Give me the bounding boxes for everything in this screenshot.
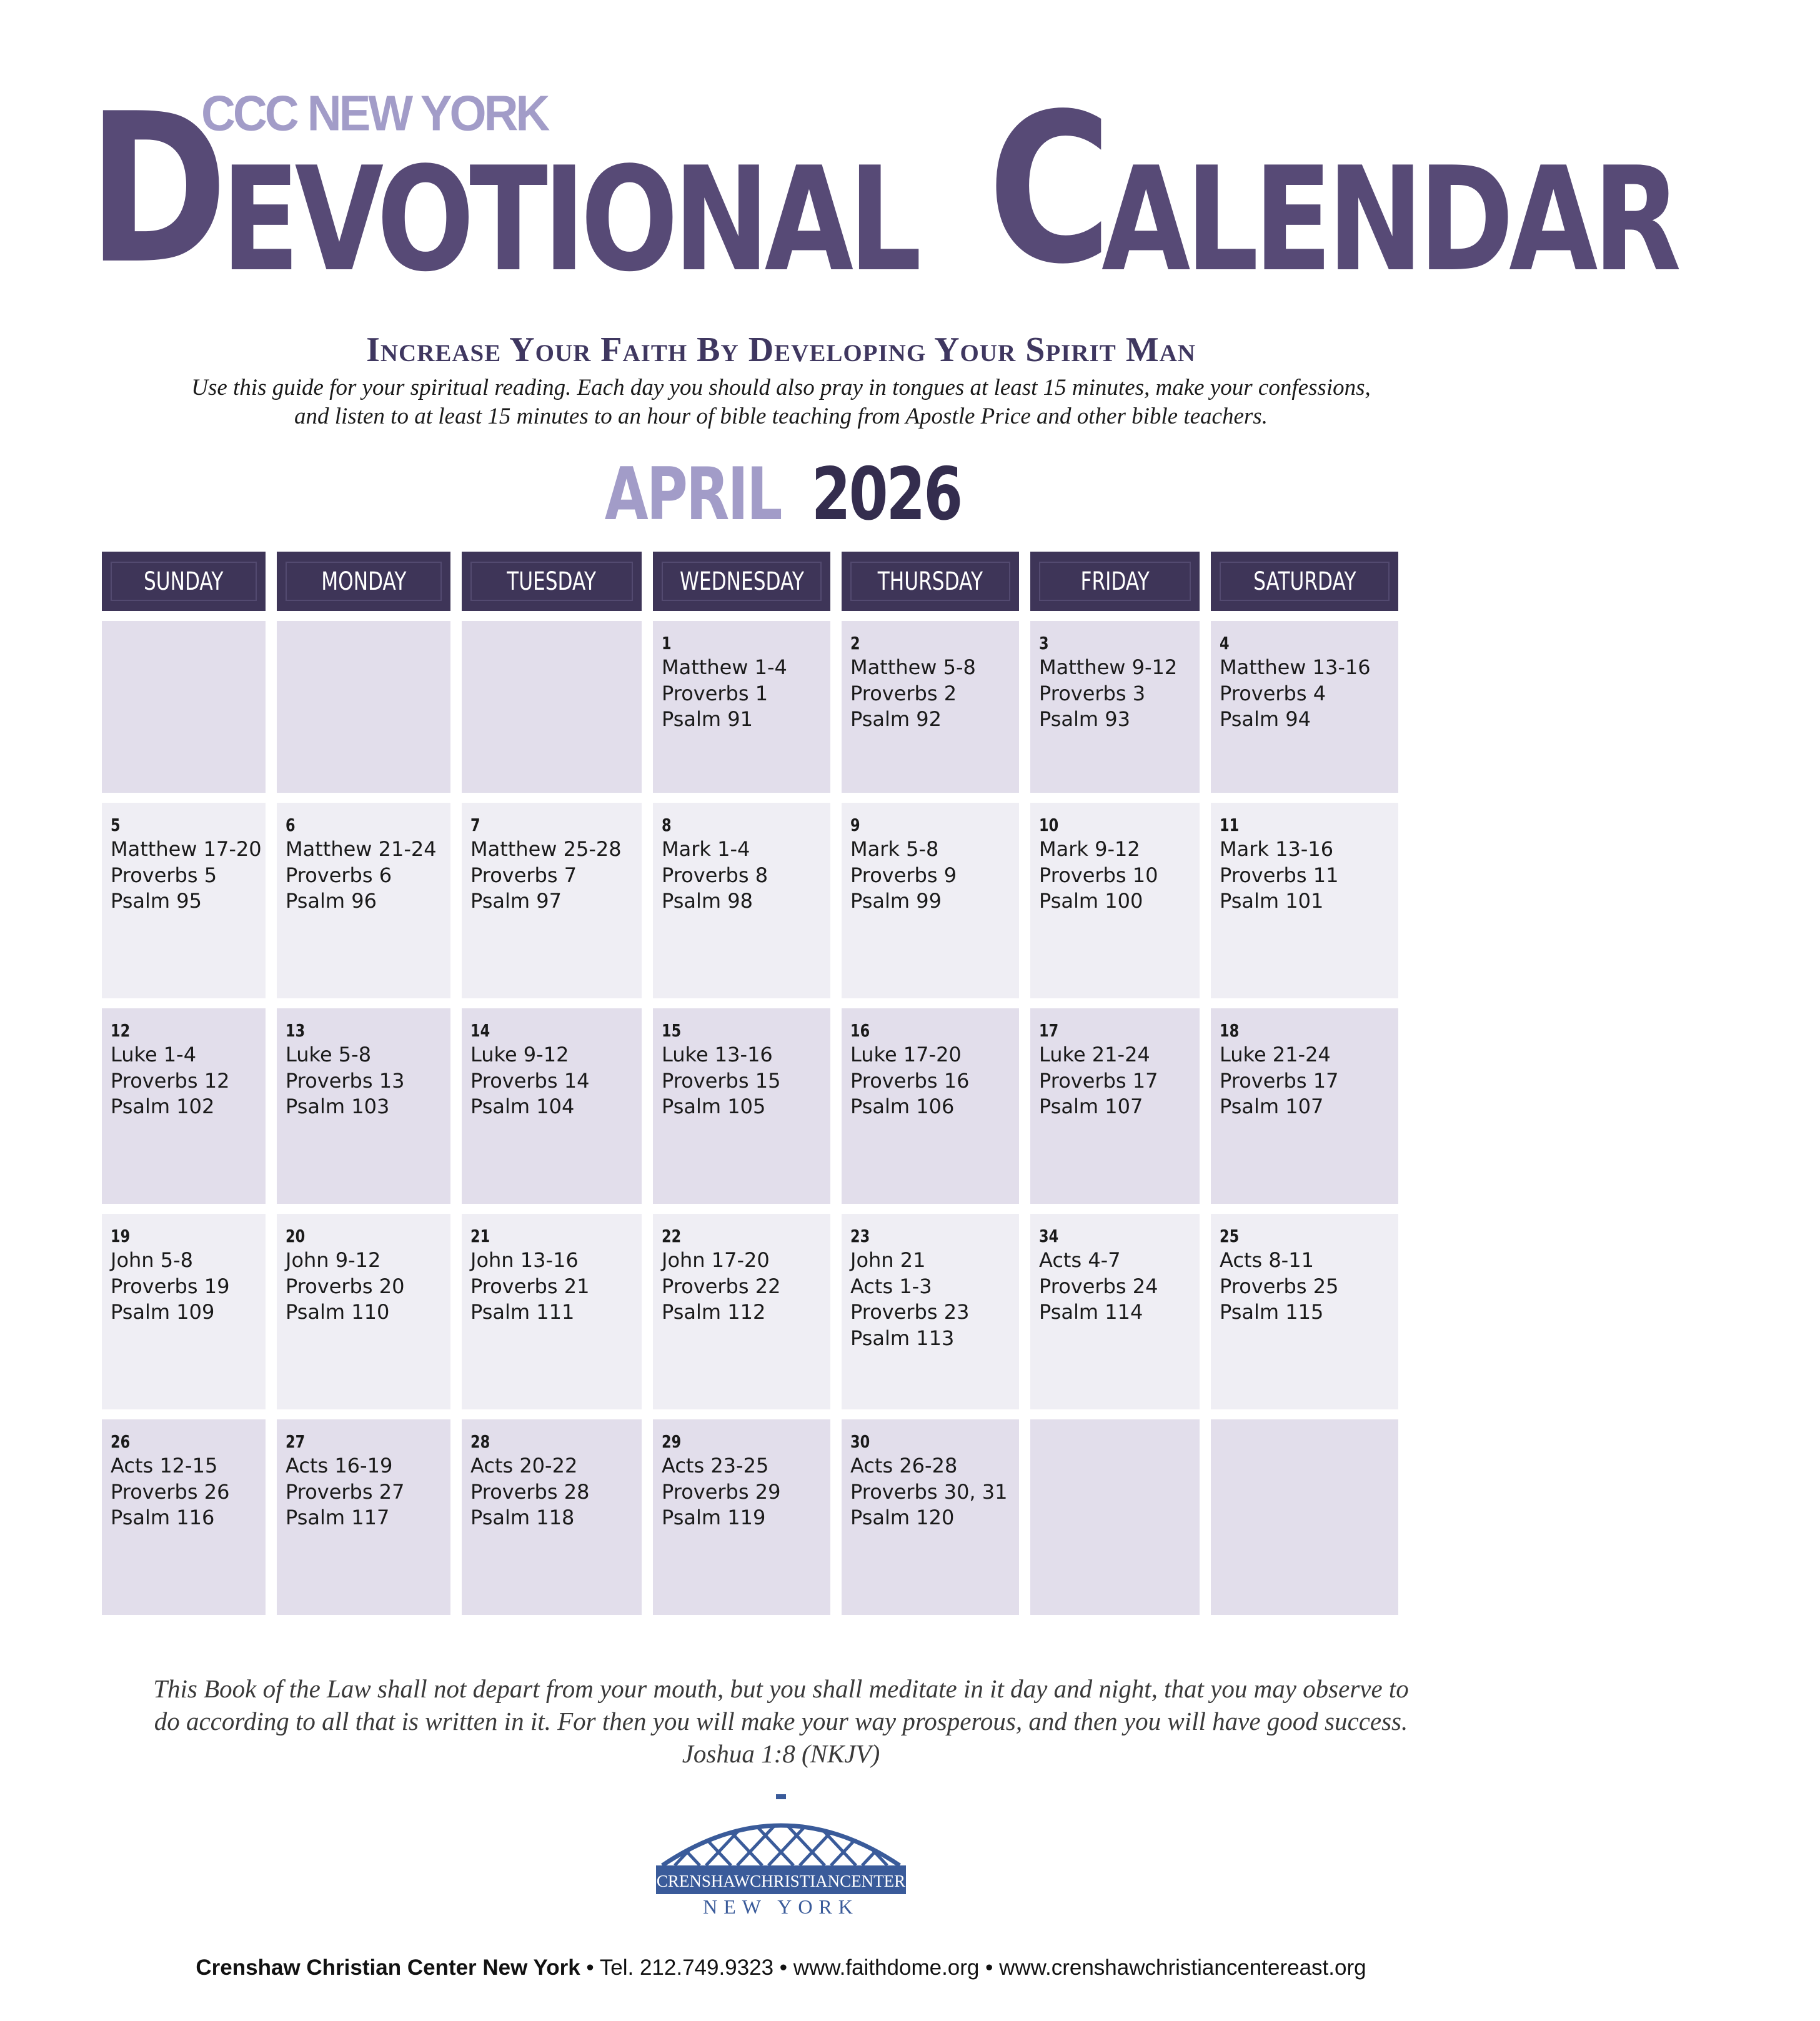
- kicker-text: CCC NEW YORK: [201, 86, 548, 142]
- calendar-day-cell: [1211, 803, 1398, 998]
- reading-entry: Psalm 120: [850, 1506, 955, 1529]
- reading-entry: Psalm 101: [1220, 889, 1324, 913]
- reading-entry: John 9-12: [286, 1248, 381, 1272]
- day-number: 12: [111, 1020, 131, 1041]
- reading-entry: Proverbs 29: [662, 1479, 781, 1504]
- calendar-week-row: [102, 1419, 1461, 1615]
- calendar-day-cell: [462, 1214, 642, 1409]
- weekday-header-row: [102, 552, 1461, 611]
- weekday-header-thursday: [842, 552, 1019, 611]
- title-word-calendar: [987, 69, 1820, 309]
- weekday-header-wednesday: [653, 552, 830, 611]
- reading-entry: Acts 1-3: [850, 1274, 932, 1298]
- calendar-day-cell: [102, 1419, 266, 1615]
- reading-entry: Proverbs 10: [1039, 863, 1158, 887]
- verse-line-2: do according to all that is written in it. For then you will make your way prosperous, and then you will have good success.: [154, 1707, 1408, 1735]
- reading-entry: Acts 23-25: [662, 1454, 769, 1477]
- weekday-header-monday: [277, 552, 450, 611]
- reading-entry: Psalm 116: [111, 1506, 215, 1529]
- calendar-day-cell: [842, 1008, 1019, 1204]
- day-number: 22: [662, 1226, 682, 1246]
- day-number: 26: [111, 1431, 131, 1452]
- reading-entry: Psalm 95: [111, 889, 202, 913]
- reading-entry: Proverbs 17: [1220, 1068, 1339, 1093]
- day-number: 18: [1220, 1020, 1240, 1041]
- day-number: 10: [1039, 815, 1059, 835]
- reading-entry: Psalm 110: [286, 1300, 390, 1324]
- day-number: 4: [1220, 633, 1230, 653]
- contact-site-faithdome[interactable]: www.faithdome.org: [793, 1955, 980, 1980]
- weekday-header-tuesday: [462, 552, 642, 611]
- reading-entry: Acts 20-22: [470, 1454, 578, 1477]
- calendar-day-cell: [653, 1214, 830, 1409]
- reading-entry: Proverbs 3: [1039, 681, 1146, 705]
- day-number: 27: [286, 1431, 306, 1452]
- reading-entry: Psalm 118: [470, 1506, 575, 1529]
- reading-entry: Proverbs 22: [662, 1274, 781, 1298]
- reading-entry: Psalm 104: [470, 1095, 575, 1118]
- weeks-container: [102, 621, 1461, 1615]
- reading-entry: Psalm 115: [1220, 1300, 1324, 1324]
- reading-entry: Proverbs 17: [1039, 1068, 1158, 1093]
- reading-entry: Proverbs 14: [470, 1068, 590, 1093]
- weekday-header-friday: [1030, 552, 1200, 611]
- reading-entry: John 5-8: [111, 1248, 194, 1272]
- weekday-label: FRIDAY: [1080, 567, 1150, 596]
- calendar-day-cell: [842, 803, 1019, 998]
- reading-entry: Proverbs 6: [286, 863, 392, 887]
- weekday-label: SUNDAY: [144, 567, 224, 596]
- reading-entry: Proverbs 13: [286, 1068, 405, 1093]
- dome-icon: [637, 1792, 925, 1920]
- reading-entry: Mark 9-12: [1039, 837, 1140, 861]
- reading-entry: Proverbs 12: [111, 1068, 230, 1093]
- subtitle: Increase Your Faith By Developing Your Spirit Man: [366, 330, 1196, 369]
- reading-entry: Matthew 9-12: [1039, 655, 1178, 679]
- reading-entry: Psalm 114: [1039, 1300, 1143, 1324]
- reading-entry: Matthew 21-24: [286, 837, 437, 861]
- calendar-empty-cell: [102, 621, 266, 793]
- day-number: 7: [470, 815, 480, 835]
- calendar-day-cell: [653, 803, 830, 998]
- crenshaw-logo: [637, 1792, 925, 1920]
- title-initial-d: D: [87, 69, 223, 309]
- reading-entry: John 13-16: [470, 1248, 579, 1272]
- day-number: 8: [662, 815, 672, 835]
- reading-entry: Acts 16-19: [286, 1454, 393, 1477]
- reading-entry: Matthew 5-8: [850, 655, 976, 679]
- calendar-day-cell: [102, 1008, 266, 1204]
- logo-name-line-1: CRENSHAWCHRISTIANCENTER: [656, 1872, 906, 1890]
- reading-entry: Proverbs 5: [111, 863, 217, 887]
- reading-entry: Proverbs 1: [662, 681, 768, 705]
- calendar-empty-cell: [462, 621, 642, 793]
- calendar-day-cell: [102, 803, 266, 998]
- day-number: 16: [850, 1020, 870, 1041]
- reading-entry: Mark 5-8: [850, 837, 939, 861]
- calendar-day-cell: [1030, 803, 1200, 998]
- reading-entry: John 17-20: [662, 1248, 770, 1272]
- reading-entry: Proverbs 19: [111, 1274, 230, 1298]
- reading-entry: Luke 9-12: [470, 1043, 569, 1066]
- reading-entry: Luke 21-24: [1220, 1043, 1331, 1066]
- calendar-day-cell: [462, 1008, 642, 1204]
- calendar-empty-cell: [1030, 1419, 1200, 1615]
- scripture-verse: [50, 1672, 1512, 1770]
- calendar-day-cell: [462, 1419, 642, 1615]
- reading-entry: Psalm 92: [850, 707, 942, 731]
- reading-entry: John 21: [850, 1248, 926, 1272]
- calendar-day-cell: [1211, 621, 1398, 793]
- reading-entry: Proverbs 24: [1039, 1274, 1158, 1298]
- calendar-day-cell: [1030, 621, 1200, 793]
- reading-entry: Psalm 100: [1039, 889, 1143, 913]
- day-number: 9: [850, 815, 860, 835]
- weekday-label: WEDNESDAY: [679, 567, 804, 596]
- day-number: 11: [1220, 815, 1240, 835]
- reading-entry: Mark 1-4: [662, 837, 750, 861]
- reading-entry: Psalm 93: [1039, 707, 1130, 731]
- instructions-line-2: and listen to at least 15 minutes to an hour of bible teaching from Apostle Price and other bible teachers.: [294, 404, 1268, 429]
- reading-entry: Mark 13-16: [1220, 837, 1334, 861]
- reading-entry: Matthew 17-20: [111, 837, 262, 861]
- reading-entry: Psalm 99: [850, 889, 942, 913]
- day-number: 21: [470, 1226, 490, 1246]
- day-number: 3: [1039, 633, 1049, 653]
- reading-entry: Proverbs 28: [470, 1479, 590, 1504]
- calendar-day-cell: [1211, 1008, 1398, 1204]
- reading-entry: Luke 1-4: [111, 1043, 197, 1066]
- calendar-empty-cell: [1211, 1419, 1398, 1615]
- contact-separator: •: [979, 1955, 1000, 1980]
- calendar-week-row: [102, 1214, 1461, 1409]
- reading-entry: Psalm 107: [1039, 1095, 1143, 1118]
- day-number: 17: [1039, 1020, 1059, 1041]
- reading-entry: Psalm 91: [662, 707, 753, 731]
- verse-line-1: This Book of the Law shall not depart from your mouth, but you shall meditate in it day and night, that you may observe to: [153, 1674, 1409, 1703]
- day-number: 13: [286, 1020, 306, 1041]
- calendar-day-cell: [1211, 1214, 1398, 1409]
- reading-entry: Psalm 102: [111, 1095, 215, 1118]
- title-initial-c: C: [987, 69, 1106, 309]
- month-year-heading: [0, 452, 1562, 537]
- page-title: [87, 69, 1676, 309]
- day-number: 34: [1039, 1226, 1059, 1246]
- weekday-label: TUESDAY: [507, 567, 597, 596]
- reading-entry: Psalm 119: [662, 1506, 766, 1529]
- reading-entry: Proverbs 4: [1220, 681, 1326, 705]
- year-label: 2026: [811, 452, 962, 537]
- title-rest-alendar: ALENDAR: [1101, 137, 1676, 304]
- contact-tel: • Tel. 212.749.9323 •: [580, 1955, 793, 1980]
- reading-entry: Psalm 117: [286, 1506, 390, 1529]
- instructions: [62, 374, 1499, 431]
- calendar-day-cell: [277, 803, 450, 998]
- reading-entry: Proverbs 21: [470, 1274, 590, 1298]
- reading-entry: Psalm 96: [286, 889, 377, 913]
- reading-entry: Psalm 103: [286, 1095, 390, 1118]
- reading-entry: Acts 4-7: [1039, 1248, 1121, 1272]
- weekday-label: SATURDAY: [1253, 567, 1356, 596]
- reading-entry: Matthew 1-4: [662, 655, 787, 679]
- month-label: APRIL: [604, 452, 781, 537]
- day-number: 2: [850, 633, 860, 653]
- contact-line: [0, 1955, 1562, 1980]
- contact-org: Crenshaw Christian Center New York: [196, 1955, 580, 1980]
- weekday-header-saturday: [1211, 552, 1398, 611]
- reading-entry: Acts 26-28: [850, 1454, 958, 1477]
- reading-entry: Proverbs 16: [850, 1068, 970, 1093]
- calendar-day-cell: [277, 1214, 450, 1409]
- day-number: 14: [470, 1020, 490, 1041]
- calendar-week-row: [102, 803, 1461, 998]
- calendar-day-cell: [842, 1214, 1019, 1409]
- reading-entry: Proverbs 11: [1220, 863, 1339, 887]
- reading-entry: Acts 12-15: [111, 1454, 218, 1477]
- weekday-label: THURSDAY: [877, 567, 983, 596]
- reading-entry: Proverbs 26: [111, 1479, 230, 1504]
- day-number: 5: [111, 815, 121, 835]
- reading-entry: Luke 5-8: [286, 1043, 372, 1066]
- reading-entry: Psalm 106: [850, 1095, 955, 1118]
- reading-entry: Proverbs 27: [286, 1479, 405, 1504]
- calendar-day-cell: [277, 1419, 450, 1615]
- day-number: 1: [662, 633, 672, 653]
- reading-entry: Psalm 111: [470, 1300, 575, 1324]
- calendar-day-cell: [653, 1008, 830, 1204]
- day-number: 23: [850, 1226, 870, 1246]
- calendar-week-row: [102, 1008, 1461, 1204]
- verse-reference: Joshua 1:8 (NKJV): [682, 1739, 880, 1768]
- calendar-day-cell: [653, 621, 830, 793]
- calendar-day-cell: [842, 621, 1019, 793]
- day-number: 29: [662, 1431, 682, 1452]
- day-number: 20: [286, 1226, 306, 1246]
- reading-entry: Proverbs 30, 31: [850, 1479, 1008, 1504]
- reading-entry: Psalm 97: [470, 889, 562, 913]
- calendar-day-cell: [1030, 1008, 1200, 1204]
- instructions-line-1: Use this guide for your spiritual reading. Each day you should also pray in tongues at least 15 minutes, make your confessions,: [191, 375, 1371, 400]
- reading-entry: Proverbs 25: [1220, 1274, 1339, 1298]
- reading-entry: Psalm 112: [662, 1300, 766, 1324]
- title-word-devotional: [87, 69, 1091, 309]
- reading-entry: Proverbs 9: [850, 863, 957, 887]
- contact-site-crenshaw-east[interactable]: www.crenshawchristiancentereast.org: [999, 1955, 1366, 1980]
- reading-entry: Luke 17-20: [850, 1043, 962, 1066]
- day-number: 28: [470, 1431, 490, 1452]
- calendar-day-cell: [102, 1214, 266, 1409]
- reading-entry: Acts 8-11: [1220, 1248, 1314, 1272]
- weekday-label: MONDAY: [321, 567, 407, 596]
- reading-entry: Psalm 94: [1220, 707, 1311, 731]
- calendar-day-cell: [842, 1419, 1019, 1615]
- reading-entry: Psalm 107: [1220, 1095, 1324, 1118]
- day-number: 30: [850, 1431, 870, 1452]
- day-number: 25: [1220, 1226, 1240, 1246]
- day-number: 6: [286, 815, 296, 835]
- reading-entry: Luke 21-24: [1039, 1043, 1150, 1066]
- weekday-header-sunday: [102, 552, 266, 611]
- reading-entry: Proverbs 2: [850, 681, 957, 705]
- reading-entry: Psalm 109: [111, 1300, 215, 1324]
- calendar-day-cell: [277, 1008, 450, 1204]
- day-number: 15: [662, 1020, 682, 1041]
- logo-name-line-2: NEW YORK: [703, 1895, 859, 1918]
- day-number: 19: [111, 1226, 131, 1246]
- calendar-week-row: [102, 621, 1461, 793]
- title-rest-evotional: EVOTIONAL: [221, 137, 917, 304]
- reading-entry: Proverbs 7: [470, 863, 577, 887]
- reading-entry: Proverbs 15: [662, 1068, 781, 1093]
- calendar-day-cell: [462, 803, 642, 998]
- reading-entry: Proverbs 20: [286, 1274, 405, 1298]
- calendar-empty-cell: [277, 621, 450, 793]
- calendar-day-cell: [653, 1419, 830, 1615]
- reading-entry: Psalm 105: [662, 1095, 766, 1118]
- calendar-day-cell: [1030, 1214, 1200, 1409]
- reading-entry: Psalm 113: [850, 1326, 955, 1350]
- reading-entry: Proverbs 8: [662, 863, 768, 887]
- reading-entry: Psalm 98: [662, 889, 753, 913]
- reading-entry: Matthew 13-16: [1220, 655, 1371, 679]
- calendar-grid: [102, 552, 1461, 1615]
- reading-entry: Luke 13-16: [662, 1043, 773, 1066]
- reading-entry: Proverbs 23: [850, 1300, 970, 1324]
- reading-entry: Matthew 25-28: [470, 837, 622, 861]
